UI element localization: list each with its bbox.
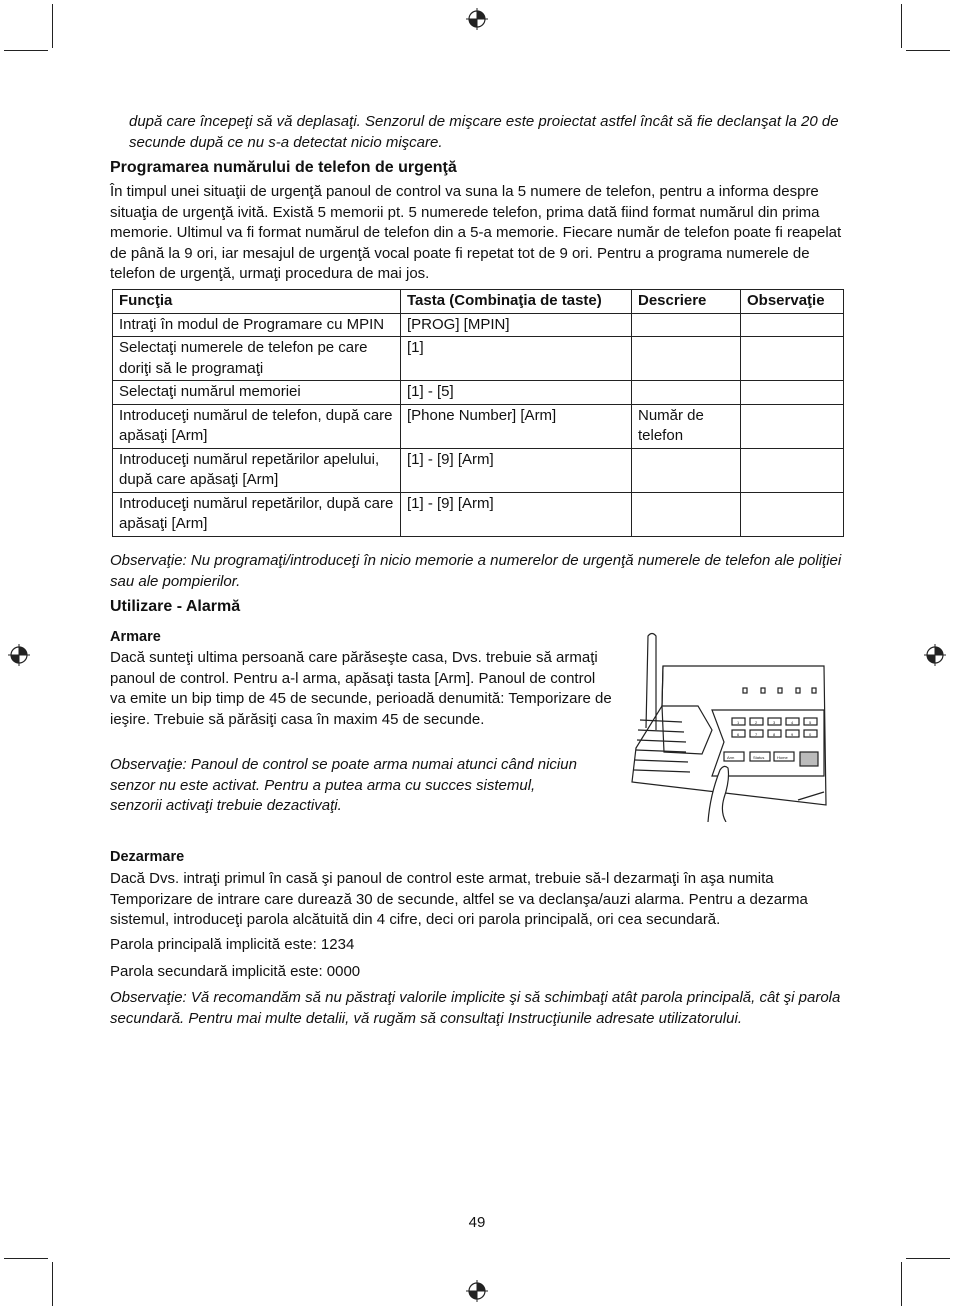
table-row — [113, 313, 844, 337]
table-cell: [PROG] [MPIN] — [401, 313, 632, 337]
column-header: Observaţie — [741, 290, 844, 314]
table-cell — [632, 313, 741, 337]
table-cell — [741, 337, 844, 381]
key-label: 1 — [737, 720, 740, 725]
crop-mark — [4, 50, 48, 51]
table-row — [113, 492, 844, 536]
table-cell: Selectaţi numerele de telefon pe care doriţi să le programaţi — [113, 337, 401, 381]
arm-heading: Armare — [110, 629, 161, 645]
table-cell — [741, 448, 844, 492]
arm-note: Observaţie: Panoul de control se poate arma numai atunci când niciun senzor nu este activat. Pentru a putea arma cu succes sistemul, senzorii activaţi trebuie dezactivaţi. — [110, 756, 577, 814]
table-cell — [632, 492, 741, 536]
button-label: Status — [753, 755, 765, 760]
key-label: 4 — [791, 720, 794, 725]
final-note: Observaţie: Vă recomandăm să nu păstraţi valorile implicite şi să schimbaţi atât parola principală, cât şi parola secundară. Pentru mai multe detalii, vă rugăm să consultaţi Instrucţiunile adresate utilizatorului. — [110, 989, 841, 1027]
table-cell — [741, 313, 844, 337]
table-row — [113, 337, 844, 381]
crop-mark — [901, 1262, 902, 1306]
key-label: 5 — [809, 720, 812, 725]
key-label: 6 — [737, 732, 740, 737]
arm-paragraph: Dacă sunteţi ultima persoană care părăseşte casa, Dvs. trebuie să armaţi panoul de control. Pentru a-l arma, apăsaţi tasta [Arm]. Panoul de control va emite un bip timp de 45 de secunde, perioadă denumită: Temporizare de ieşire. Trebuie să părăsiţi casa în maxim 45 de secunde. — [110, 649, 612, 728]
button-label: Arm — [727, 755, 735, 760]
table-cell — [741, 381, 844, 405]
phone-paragraph: În timpul unei situaţii de urgenţă panoul de control va suna la 5 numere de telefon, pentru a informa despre situaţia de urgenţă ivită. Există 5 memorii pt. 5 numerede telefon, prima dată fiind format numărul din prima memorie. Ultimul va fi format numărul de telefon din a 5-a memorie. Fiecare număr de telefon poate fi reapelat de până la 9 ori, iar mesajul de urgenţă vocal poate fi repetat tot de 9 ori. Pentru a programa numerele de telefon de urgenţă, urmaţi procedura de mai jos. — [110, 183, 842, 282]
table-cell: Intraţi în modul de Programare cu MPIN — [113, 313, 401, 337]
alarm-control-panel-illustration — [628, 630, 828, 822]
registration-mark-icon — [8, 644, 30, 666]
table-cell: Introduceţi numărul repetărilor apelului, după care apăsaţi [Arm] — [113, 448, 401, 492]
intro-continuation: după care începeţi să vă deplasaţi. Senzorul de mişcare este proiectat astfel încât să fie declanşat la 20 de secunde după ce nu s-a detectat nicio mişcare. — [129, 113, 839, 151]
button-label: Home — [777, 755, 788, 760]
table-cell — [741, 492, 844, 536]
table-note: Observaţie: Nu programaţi/introduceţi în nicio memorie a numerelor de urgenţă numerele de telefon ale poliţiei sau ale pompierilor. — [110, 552, 842, 590]
disarm-paragraph: Dacă Dvs. intraţi primul în casă şi panoul de control este armat, trebuie să-l dezarmaţi în aşa numita Temporizare de intrare care durează 30 de secunde, altfel se va declanşa/auzi alarma. Pentru a dezarma sistemul, introduceţi parola alcătuită din 4 cifre, deci ori parola principală, ori cea secundară. — [110, 870, 808, 928]
table-cell: [1] - [9] [Arm] — [401, 448, 632, 492]
section-heading-phone: Programarea numărului de telefon de urgenţă — [110, 159, 457, 176]
table-header-row — [113, 290, 844, 314]
table-row — [113, 448, 844, 492]
key-label: 8 — [773, 732, 776, 737]
table-cell: [1] - [5] — [401, 381, 632, 405]
table-cell — [741, 404, 844, 448]
table-cell: Introduceţi numărul repetărilor, după care apăsaţi [Arm] — [113, 492, 401, 536]
disarm-heading: Dezarmare — [110, 849, 185, 865]
registration-mark-icon — [466, 8, 488, 30]
column-header: Descriere — [632, 290, 741, 314]
programming-table — [112, 289, 844, 537]
registration-mark-icon — [466, 1280, 488, 1302]
table-row — [113, 381, 844, 405]
registration-mark-icon — [924, 644, 946, 666]
column-header: Tasta (Combinaţia de taste) — [401, 290, 632, 314]
section-heading-alarm: Utilizare - Alarmă — [110, 598, 241, 615]
table-cell: [1] - [9] [Arm] — [401, 492, 632, 536]
crop-mark — [906, 50, 950, 51]
table-cell: [1] — [401, 337, 632, 381]
table-cell — [632, 337, 741, 381]
default-main-password: Parola principală implicită este: 1234 — [110, 936, 355, 953]
crop-mark — [4, 1258, 48, 1259]
table-cell — [632, 381, 741, 405]
key-label: 9 — [791, 732, 794, 737]
table-row — [113, 404, 844, 448]
column-header: Funcţia — [113, 290, 401, 314]
key-label: 2 — [755, 720, 758, 725]
page-number: 49 — [468, 1214, 486, 1231]
crop-mark — [52, 1262, 53, 1306]
key-label: 7 — [755, 732, 758, 737]
crop-mark — [901, 4, 902, 48]
default-secondary-password: Parola secundară implicită este: 0000 — [110, 963, 361, 980]
key-label: 0 — [809, 732, 812, 737]
table-cell: [Phone Number] [Arm] — [401, 404, 632, 448]
table-cell: Număr de telefon — [632, 404, 741, 448]
key-label: 3 — [773, 720, 776, 725]
crop-mark — [52, 4, 53, 48]
table-cell — [632, 448, 741, 492]
crop-mark — [906, 1258, 950, 1259]
table-cell: Selectaţi numărul memoriei — [113, 381, 401, 405]
table-cell: Introduceţi numărul de telefon, după care apăsaţi [Arm] — [113, 404, 401, 448]
